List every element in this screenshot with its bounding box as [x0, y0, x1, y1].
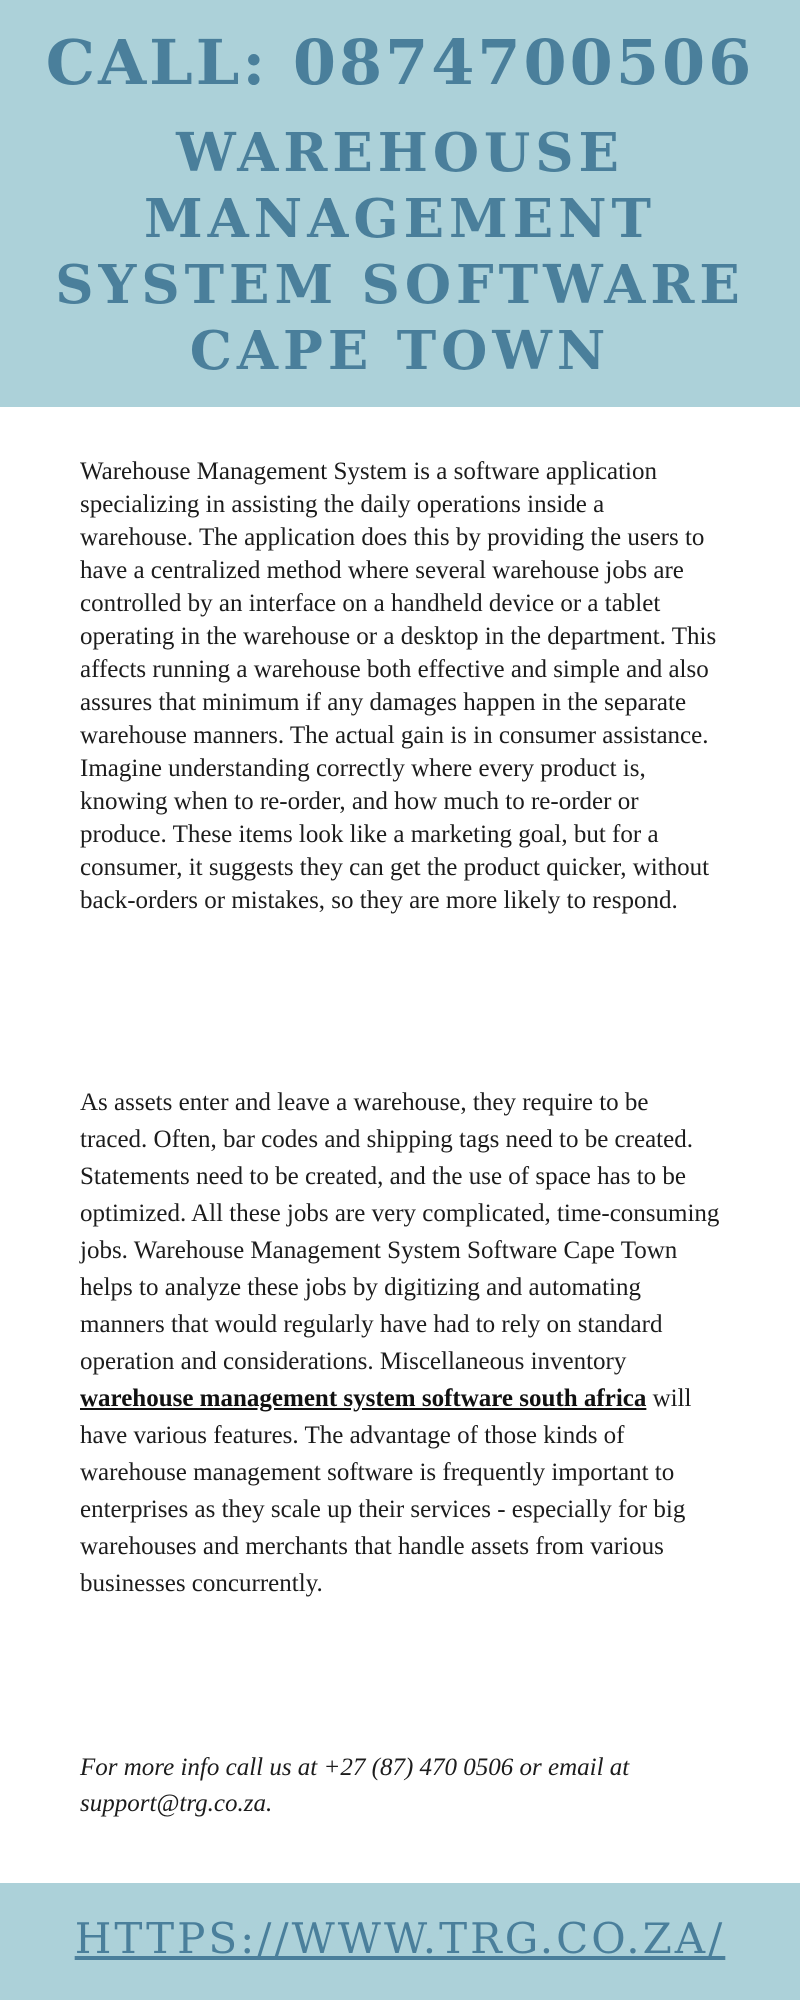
page-title: WAREHOUSE MANAGEMENT SYSTEM SOFTWARE CAPE TOWN [55, 122, 745, 382]
footer-banner [0, 1883, 800, 2000]
contact-info: For more info call us at +27 (87) 470 0506 or email at support@trg.co.za. [80, 1754, 630, 1817]
header-banner [0, 0, 800, 407]
article-body [80, 455, 720, 1817]
website-link[interactable]: HTTPS://WWW.TRG.CO.ZA/ [74, 1914, 726, 1963]
features-paragraph [80, 1084, 720, 1602]
intro-paragraph: Warehouse Management System is a software application specializing in assisting the daily operations inside a warehouse. The application does this by providing the users to have a centralized method where several warehouse jobs are controlled by an interface on a handheld device or a tablet operating in the warehouse or a desktop in the department. This affects running a warehouse both effective and simple and also assures that minimum if any damages happen in the separate warehouse manners. The actual gain is in consumer assistance. Imagine understanding correctly where every product is, knowing when to re-order, and how much to re-order or produce. These items look like a marketing goal, but for a consumer, it suggests they can get the product quicker, without back-orders or mistakes, so they are more likely to respond. [80, 458, 717, 914]
features-text-after: will have various features. The advantage of those kinds of warehouse management software is frequently important to enterprises as they scale up their services - especially for big warehouses and merchants that handle assets from various businesses concurrently. [80, 1385, 692, 1597]
phone-heading: CALL: 0874700506 [45, 26, 755, 99]
features-text-before: As assets enter and leave a warehouse, they require to be traced. Often, bar codes and shipping tags need to be created. Statements need to be created, and the use of space has to be optimized. All these jobs are very complicated, time-consuming jobs. Warehouse Management System Software Cape Town helps to analyze these jobs by digitizing and automating manners that would regularly have had to rely on standard operation and considerations. Miscellaneous inventory [80, 1089, 720, 1375]
wms-south-africa-link[interactable]: warehouse management system software south africa [80, 1385, 647, 1412]
